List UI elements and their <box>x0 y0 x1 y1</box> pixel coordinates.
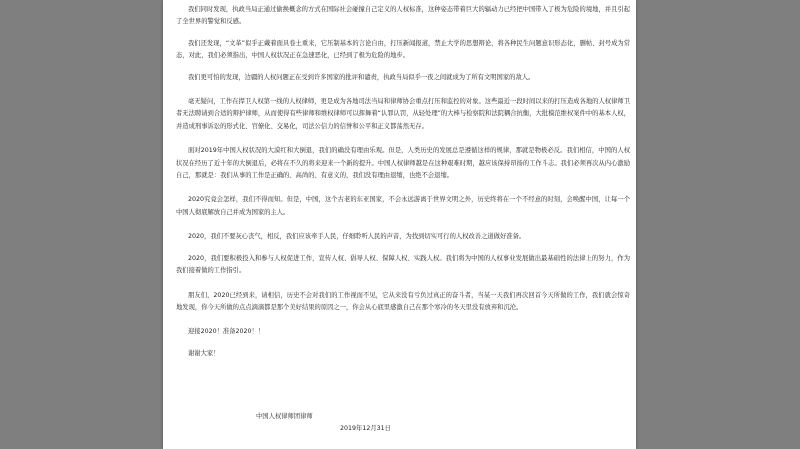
paragraph: 2020，我们要积极投入和参与人权促进工作，宣传人权、倡导人权、保障人权、实践人权。我们将为中国的人权事业发展做出最基础性的法律上的努力，作为我们接着做的工作指引。 <box>176 254 630 275</box>
document-date: 2019年12月31日 <box>340 425 391 432</box>
closing-slogan: 迎接2020！准备2020！！ <box>188 328 265 336</box>
paragraph: 我们同时发现，执政当局正通过偷换概念的方式在国际社会碰撞自己定义的人权标准，这种姿态带着巨大的辐动力已经把中国带入了极为危险的境地，并且引起了全世界的警觉和反感。 <box>176 6 630 26</box>
paragraph: 我们还发现，“文革”似乎正戴着面具卷土重来，它压制基本的言论自由，打压新闻报道，禁止大学的思想辩论，将各种民生问题意识形态化，删帖、封号成为常态，对此，我们必须指出，中国人权状况正在急速恶化，已经到了极为危险的地步。 <box>176 39 630 60</box>
paragraph: 毫无疑问，工作在捍卫人权第一线的人权律师，更是成为各地司法当局和律师协会重点打压和监控的对象。这些最近一段时间以来的打压造成各地的人权律师卫者无法聘请到合适的辩护律师，从而使得有些律师和维权律师可以挥舞着“认罪认罚，从轻处理”的大棒与检察院和法院耦合抗衡，大批模范维权案件中的基本人权，并造成刑事诉讼的形式化、官僚化、交易化，司法公信力的信誉和公平和正义都荡然无存。 <box>176 98 630 130</box>
paragraph: 2020究竟会怎样，我们不得而知。但是，中国，这个古老的东亚国家，不会永远游离于世界文明之外，历史终将在一个不经意的时刻，会唤醒中国，让每一个中国人彻底解放自己并成为国家的主人。 <box>176 196 630 216</box>
document-page <box>163 0 636 449</box>
signature: 中国人权律师团律师 <box>256 413 313 420</box>
closing-thanks: 谢谢大家！ <box>188 349 220 357</box>
paragraph: 朋友们，2020已经到来，请相信，历史不会对我们的工作视而不见，它从来没有亏负过真正的奋斗者，当某一天我们再次回首今天所做的工作，我们就会惊奇地发现，你今天所做的点点滴滴都是那个美好结果的原因之一，你会从心底里感激自己在那个寒冷的冬天里没有放弃和沉沦。 <box>176 291 630 311</box>
paragraph: 我们更可怕的发现，边疆的人权问题正在受到许多国家的批评和谴责，执政当局似乎一夜之间就成为了所有文明国家的敌人。 <box>188 73 535 81</box>
document-body <box>176 4 630 360</box>
paragraph: 2020，我们不要灰心丧气，相反，我们应该牵手人民，仔细聆听人民的声音，为找到切实可行的人权改善之道做好准备。 <box>188 233 526 241</box>
paragraph: 面对2019年中国人权状况的大漠红和大倒退，我们的确没有理由乐观。但是，人类历史的发展总是遵循这样的规律，那就是物极必反。我们相信，中国的人权状况在经历了近十年的大倒退后，必将在不久的将来迎来一个新的提升。中国人权律师越是在这种艰难时期，越应该保持昂扬的工作斗志。我们必须再次从内心激励自己，那就是：我们从事的工作是正确的、高尚的、有意义的，我们没有理由退缩，也绝不会退缩。 <box>176 147 630 180</box>
